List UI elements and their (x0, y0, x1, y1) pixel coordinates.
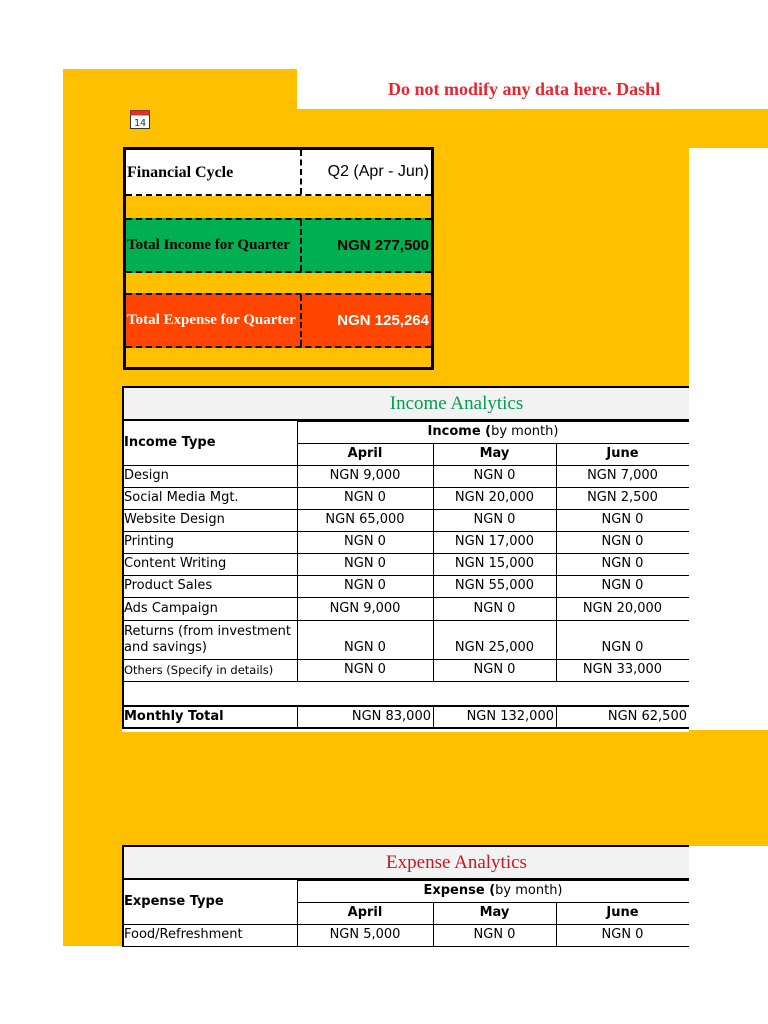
income-cell: NGN 25,000 (454, 640, 535, 655)
grid-line (297, 531, 298, 553)
income-month-april: April (347, 446, 383, 461)
background-lower-band (63, 730, 768, 846)
grid-line (297, 443, 689, 444)
financial-cycle-value[interactable]: Q2 (Apr - Jun) (300, 150, 431, 194)
expense-month-april: April (347, 905, 383, 920)
income-cell: NGN 17,000 (454, 534, 535, 549)
income-cell: NGN 0 (344, 534, 386, 549)
income-group-header-rest: by month) (491, 424, 559, 439)
grid-line (122, 553, 124, 575)
grid-line (297, 705, 298, 729)
grid-line (122, 487, 124, 509)
income-cell: NGN 0 (344, 490, 386, 505)
income-title-bar (122, 386, 689, 421)
expense-row-label: Food/Refreshment (124, 927, 243, 942)
grid-line (433, 509, 434, 531)
income-row-label: Social Media Mgt. (124, 490, 239, 505)
grid-line (556, 620, 557, 659)
grid-line (433, 620, 434, 659)
income-cell: NGN 0 (473, 468, 516, 483)
income-cell: NGN 33,000 (582, 662, 663, 677)
grid-line (297, 465, 298, 487)
grid-line (556, 465, 557, 487)
grid-line (433, 553, 434, 575)
expense-title: Expense Analytics (386, 852, 527, 873)
expense-cell: NGN 5,000 (329, 927, 401, 942)
expense-group-header-bold: Expense ( (423, 883, 496, 898)
income-total-label: Monthly Total (124, 709, 224, 724)
income-cell: NGN 0 (473, 512, 516, 527)
grid-line (122, 465, 124, 487)
income-cell: NGN 0 (473, 601, 516, 616)
income-cell: NGN 20,000 (454, 490, 535, 505)
income-group-header (297, 422, 689, 442)
grid-line (122, 727, 689, 729)
grid-line (297, 880, 689, 881)
income-row-label: Website Design (124, 512, 225, 527)
grid-line (433, 597, 434, 620)
grid-line (433, 924, 434, 946)
income-cell: NGN 0 (601, 534, 644, 549)
total-income-row (126, 218, 431, 273)
grid-line (433, 487, 434, 509)
income-cell: NGN 0 (344, 556, 386, 571)
expense-month-june: June (606, 905, 639, 920)
grid-line (297, 575, 298, 597)
income-cell: NGN 0 (344, 640, 386, 655)
grid-line (297, 902, 689, 903)
income-cell: NGN 0 (601, 640, 644, 655)
grid-line (122, 597, 124, 620)
income-row-label-line: and savings) (124, 639, 207, 655)
income-row-label (122, 620, 297, 659)
income-cell: NGN 0 (344, 662, 386, 677)
grid-line (433, 902, 434, 924)
grid-line (556, 575, 557, 597)
grid-line (433, 575, 434, 597)
total-income-label: Total Income for Quarter (127, 237, 290, 253)
warning-banner (297, 69, 768, 109)
income-cell: NGN 9,000 (329, 468, 401, 483)
grid-line (297, 487, 298, 509)
total-expense-row (126, 293, 431, 348)
grid-line (433, 443, 434, 465)
income-type-header: Income Type (124, 435, 216, 450)
grid-line (556, 487, 557, 509)
grid-line (122, 924, 124, 946)
grid-line (556, 705, 557, 729)
grid-line (297, 659, 298, 681)
income-cell: NGN 0 (601, 556, 644, 571)
grid-line (297, 421, 689, 422)
expense-analytics-table (122, 845, 689, 948)
income-cell: NGN 20,000 (582, 601, 663, 616)
income-analytics-table (122, 386, 689, 732)
grid-line (122, 705, 124, 729)
calendar-day: 14 (133, 118, 147, 129)
financial-cycle-label: Financial Cycle (127, 163, 234, 181)
income-row-label: Product Sales (124, 578, 213, 593)
income-cell: NGN 7,000 (587, 468, 658, 483)
income-month-june: June (606, 446, 639, 461)
income-cell: NGN 65,000 (325, 512, 405, 527)
income-cell: NGN 0 (601, 578, 644, 593)
income-group-header-bold: Income ( (427, 424, 492, 439)
background-top-band (63, 109, 768, 148)
income-month-may: May (479, 446, 510, 461)
total-expense-label: Total Expense for Quarter (127, 312, 296, 328)
income-total-cell: NGN 62,500 (607, 709, 687, 724)
income-cell: NGN 9,000 (329, 601, 401, 616)
expense-type-header: Expense Type (124, 894, 224, 909)
grid-line (556, 531, 557, 553)
expense-cell: NGN 0 (601, 927, 644, 942)
total-income-value: NGN 277,500 (300, 220, 431, 271)
expense-title-bar (122, 845, 689, 880)
grid-line (297, 924, 298, 946)
grid-line (297, 620, 298, 659)
income-row-label-line: Returns (from investment (124, 623, 291, 639)
grid-line (556, 443, 557, 465)
grid-line (122, 620, 124, 659)
income-cell: NGN 15,000 (454, 556, 535, 571)
grid-line (122, 946, 689, 947)
total-expense-value: NGN 125,264 (300, 295, 431, 346)
grid-line (297, 509, 298, 531)
income-title: Income Analytics (389, 393, 524, 414)
expense-cell: NGN 0 (473, 927, 516, 942)
grid-line (433, 705, 434, 729)
grid-line (297, 553, 298, 575)
grid-line (122, 531, 124, 553)
calendar-icon[interactable] (130, 110, 150, 129)
grid-line (556, 509, 557, 531)
income-cell: NGN 55,000 (454, 578, 535, 593)
income-total-cell: NGN 83,000 (351, 709, 431, 724)
expense-group-header (297, 881, 689, 901)
grid-line (297, 597, 298, 620)
grid-line (556, 924, 557, 946)
grid-line (433, 531, 434, 553)
expense-month-may: May (479, 905, 510, 920)
grid-line (122, 575, 124, 597)
grid-line (556, 597, 557, 620)
summary-panel (123, 147, 434, 370)
financial-cycle-row (126, 150, 431, 196)
income-row-label: Design (124, 468, 169, 483)
income-cell: NGN 0 (601, 512, 644, 527)
grid-line (433, 465, 434, 487)
income-cell: NGN 0 (344, 578, 386, 593)
income-row-label: Ads Campaign (124, 600, 218, 616)
grid-line (122, 509, 124, 531)
grid-line (122, 421, 124, 465)
grid-line (556, 553, 557, 575)
income-cell: NGN 2,500 (587, 490, 658, 505)
grid-line (122, 659, 124, 681)
income-row-label: Others (Specify in details) (124, 663, 274, 677)
grid-line (122, 681, 124, 705)
income-row-label: Printing (124, 534, 175, 549)
grid-line (556, 659, 557, 681)
grid-line (122, 880, 124, 924)
warning-text: Do not modify any data here. Dashl (388, 79, 661, 99)
expense-group-header-rest: by month) (495, 883, 563, 898)
grid-line (433, 659, 434, 681)
income-cell: NGN 0 (473, 662, 516, 677)
grid-line (556, 902, 557, 924)
income-row-label: Content Writing (124, 556, 227, 571)
grid-line (122, 681, 689, 682)
income-total-cell: NGN 132,000 (466, 709, 554, 724)
